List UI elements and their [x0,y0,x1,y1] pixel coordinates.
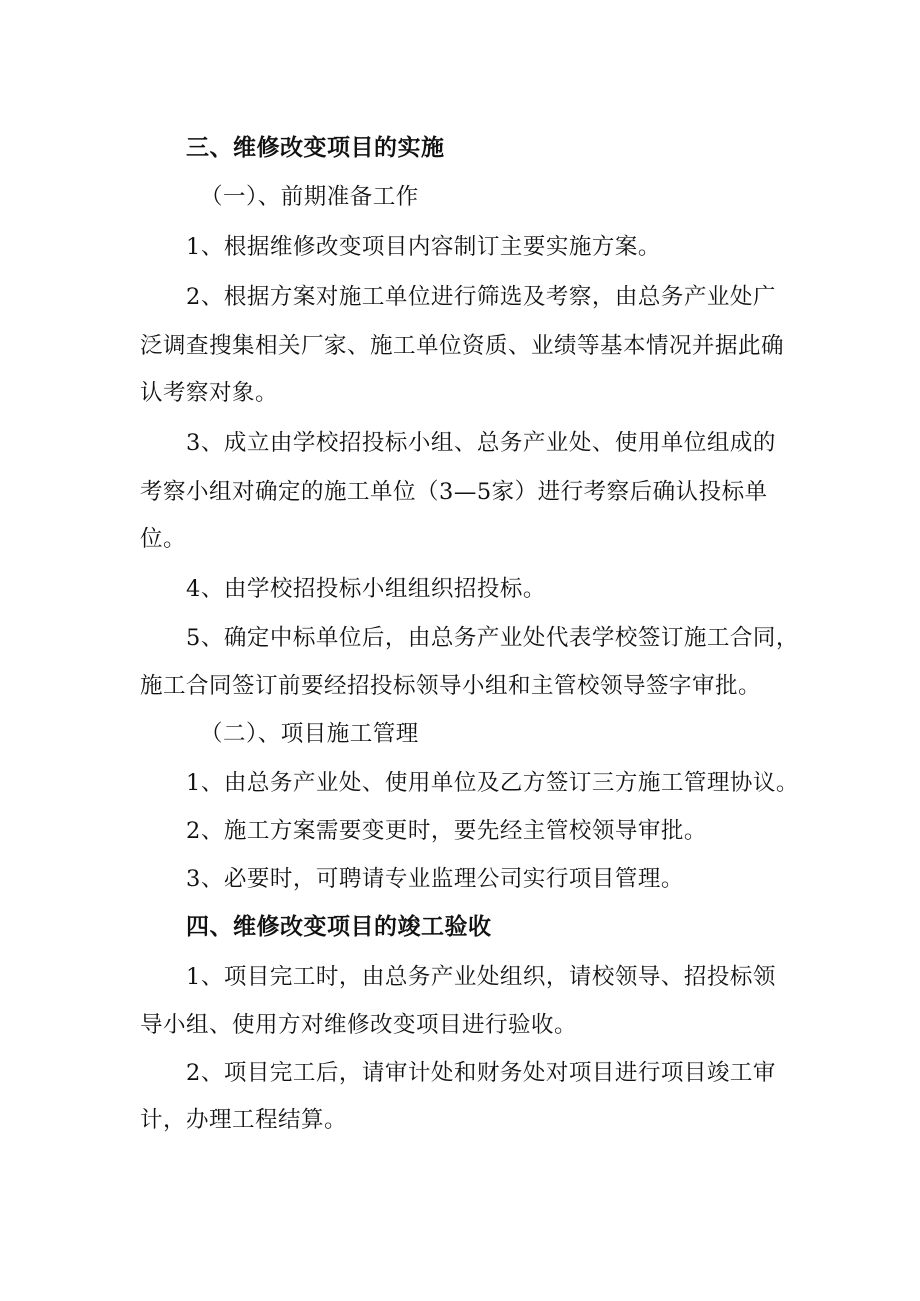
subsection-2-heading: （二）、项目施工管理 [200,721,419,747]
section-3-heading: 三、维修改变项目的实施 [186,135,445,161]
paragraph-line: 计，办理工程结算。 [140,1107,348,1133]
paragraph-line: 导小组、使用方对维修改变项目进行验收。 [140,1012,578,1038]
subsection-1-heading: （一）、前期准备工作 [200,184,419,210]
paragraph-line: 2、项目完工后，请审计处和财务处对项目进行项目竣工审 [186,1060,776,1086]
section-4-heading: 四、维修改变项目的竣工验收 [186,914,492,940]
paragraph-line: 认考察对象。 [140,380,279,406]
paragraph-line: 施工合同签订前要经招投标领导小组和主管校领导签字审批。 [140,673,762,699]
paragraph-line: 3、必要时，可聘请专业监理公司实行项目管理。 [186,866,684,892]
paragraph-line: 3、成立由学校招投标小组、总务产业处、使用单位组成的 [186,430,776,456]
paragraph-line: 2、根据方案对施工单位进行筛选及考察，由总务产业处广 [186,284,776,310]
paragraph-line: 1、根据维修改变项目内容制订主要实施方案。 [186,234,661,260]
paragraph-line: 4、由学校招投标小组组织招投标。 [186,576,546,602]
paragraph-line: 1、项目完工时，由总务产业处组织，请校领导、招投标领 [186,964,776,990]
paragraph-line: 考察小组对确定的施工单位（3—5家）进行考察后确认投标单 [140,479,768,505]
paragraph-line: 位。 [140,526,187,552]
paragraph-line: 5、确定中标单位后，由总务产业处代表学校签订施工合同， [186,625,799,651]
paragraph-line: 2、施工方案需要变更时，要先经主管校领导审批。 [186,818,707,844]
paragraph-line: 1、由总务产业处、使用单位及乙方签订三方施工管理协议。 [186,770,799,796]
paragraph-line: 泛调查搜集相关厂家、施工单位资质、业绩等基本情况并据此确 [140,333,785,359]
